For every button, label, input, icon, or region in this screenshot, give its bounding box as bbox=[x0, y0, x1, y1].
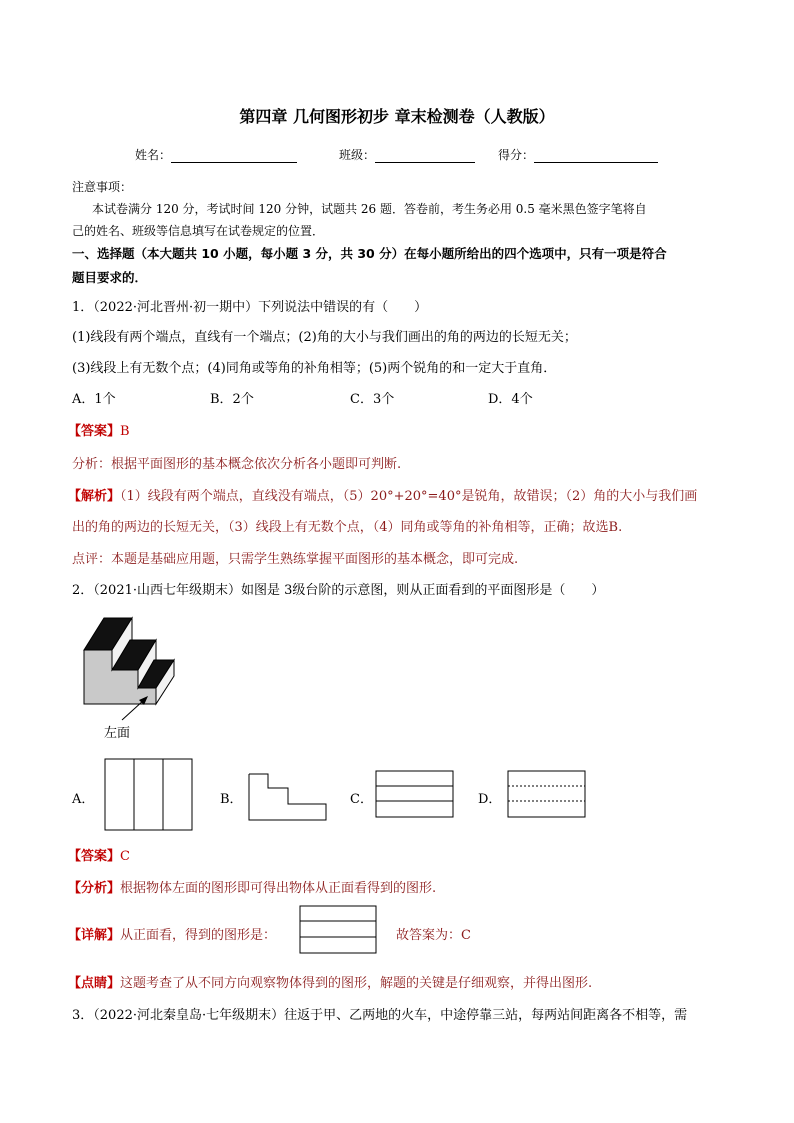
q1-answer-tag: 【答案】 bbox=[68, 424, 121, 439]
class-blank[interactable] bbox=[375, 149, 475, 163]
q1-jiexi-tag: 【解析】 bbox=[68, 489, 121, 504]
q2-comment: 这题考查了从不同方向观察物体得到的图形，解题的关键是仔细观察，并得出图形. bbox=[120, 976, 593, 991]
section-heading-line-1: 一、选择题（本大题共 10 小题，每小题 3 分，共 30 分）在每小题所给出的四个选项中，只有一项是符合 bbox=[72, 246, 667, 261]
q2-option-a-figure[interactable] bbox=[104, 758, 194, 832]
q2-analysis-row bbox=[68, 877, 436, 896]
notice-line-2: 己的姓名、班级等信息填写在试卷规定的位置． bbox=[72, 224, 325, 238]
score-label: 得分： bbox=[498, 148, 535, 162]
class-label: 班级： bbox=[339, 148, 376, 162]
q1-analysis-label: 分析： bbox=[72, 457, 112, 472]
q1-comment-label: 点评： bbox=[72, 552, 112, 567]
name-field[interactable] bbox=[135, 146, 297, 163]
q2-option-d-label[interactable]: D． bbox=[478, 792, 502, 807]
name-label: 姓名： bbox=[135, 148, 172, 162]
q2-answer: C bbox=[120, 849, 130, 864]
q1-option-a[interactable]: A．1个 bbox=[72, 392, 116, 407]
q2-detail-figure bbox=[299, 905, 379, 955]
q3-stem: 3．（2022·河北秦皇岛·七年级期末）往返于甲、乙两地的火车，中途停靠三站，每两站间距离各不相等，需 bbox=[72, 1008, 688, 1023]
q2-detail: 从正面看，得到的图形是： bbox=[120, 928, 277, 943]
page-title: 第四章 几何图形初步 章末检测卷（人教版） bbox=[239, 107, 555, 126]
q2-detail-tag: 【详解】 bbox=[68, 928, 121, 943]
score-blank[interactable] bbox=[534, 149, 658, 163]
name-blank[interactable] bbox=[171, 149, 297, 163]
q1-answer: B bbox=[120, 424, 130, 439]
q1-analysis: 根据平面图形的基本概念依次分析各小题即可判断. bbox=[111, 457, 402, 472]
q2-detail-row bbox=[68, 924, 276, 943]
q2-stem: 2．（2021·山西七年级期末）如图是 3级台阶的示意图，则从正面看到的平面图形是（ ） bbox=[72, 583, 605, 598]
q2-answer-tag: 【答案】 bbox=[68, 849, 121, 864]
q1-comment: 本题是基础应用题，只需学生熟练掌握平面图形的基本概念，即可完成. bbox=[111, 552, 519, 567]
q1-option-b[interactable]: B．2个 bbox=[210, 392, 254, 407]
left-face-arrow-icon bbox=[118, 694, 158, 724]
notice-line-1: 本试卷满分 120 分，考试时间 120 分钟，试题共 26 题．答卷前，考生务必用 0.5 毫米黑色签字笔将自 bbox=[92, 202, 647, 216]
q1-option-c[interactable]: C．3个 bbox=[350, 392, 395, 407]
section-heading-line-2: 题目要求的． bbox=[72, 270, 148, 285]
q2-answer-row bbox=[68, 845, 130, 864]
q1-statement-1: (1)线段有两个端点，直线有一个端点；(2)角的大小与我们画出的角的两边的长短无关； bbox=[72, 330, 577, 345]
q2-comment-tag: 【点睛】 bbox=[68, 976, 121, 991]
q2-option-c-label[interactable]: C． bbox=[350, 792, 373, 807]
q1-analysis-row bbox=[72, 453, 401, 472]
q1-jiexi-line-1: （1）线段有两个端点，直线没有端点，（5）20°+20°=40°是锐角，故错误；（2）角的大小与我们画 bbox=[120, 489, 698, 504]
class-field[interactable] bbox=[339, 146, 475, 163]
q2-option-b-figure[interactable] bbox=[248, 772, 328, 822]
q1-jiexi-line-2: 出的角的两边的长短无关，（3）线段上有无数个点，（4）同角或等角的补角相等，正确；故选B. bbox=[72, 520, 623, 535]
q2-option-b-label[interactable]: B． bbox=[220, 792, 243, 807]
q2-option-a-label[interactable]: A． bbox=[72, 792, 95, 807]
notice-heading: 注意事项： bbox=[72, 180, 133, 194]
q1-option-d[interactable]: D．4个 bbox=[488, 392, 533, 407]
q2-comment-row bbox=[68, 972, 592, 991]
left-face-label: 左面 bbox=[104, 726, 131, 741]
q1-comment-row bbox=[72, 548, 518, 567]
q2-detail-answer: 故答案为：C bbox=[396, 928, 471, 943]
q2-analysis: 根据物体左面的图形即可得出物体从正面看得到的图形. bbox=[120, 881, 437, 896]
q1-jiexi-row-1 bbox=[68, 485, 697, 504]
q2-option-c-figure[interactable] bbox=[375, 770, 455, 820]
score-field[interactable] bbox=[498, 146, 658, 163]
q1-stem: 1．（2022·河北晋州·初一期中）下列说法中错误的有（ ） bbox=[72, 300, 428, 315]
q2-analysis-tag: 【分析】 bbox=[68, 881, 121, 896]
q2-option-d-figure[interactable] bbox=[507, 770, 587, 820]
q1-statement-2: (3)线段上有无数个点；(4)同角或等角的补角相等；(5)两个锐角的和一定大于直角． bbox=[72, 361, 557, 376]
q1-answer-row bbox=[68, 420, 130, 439]
